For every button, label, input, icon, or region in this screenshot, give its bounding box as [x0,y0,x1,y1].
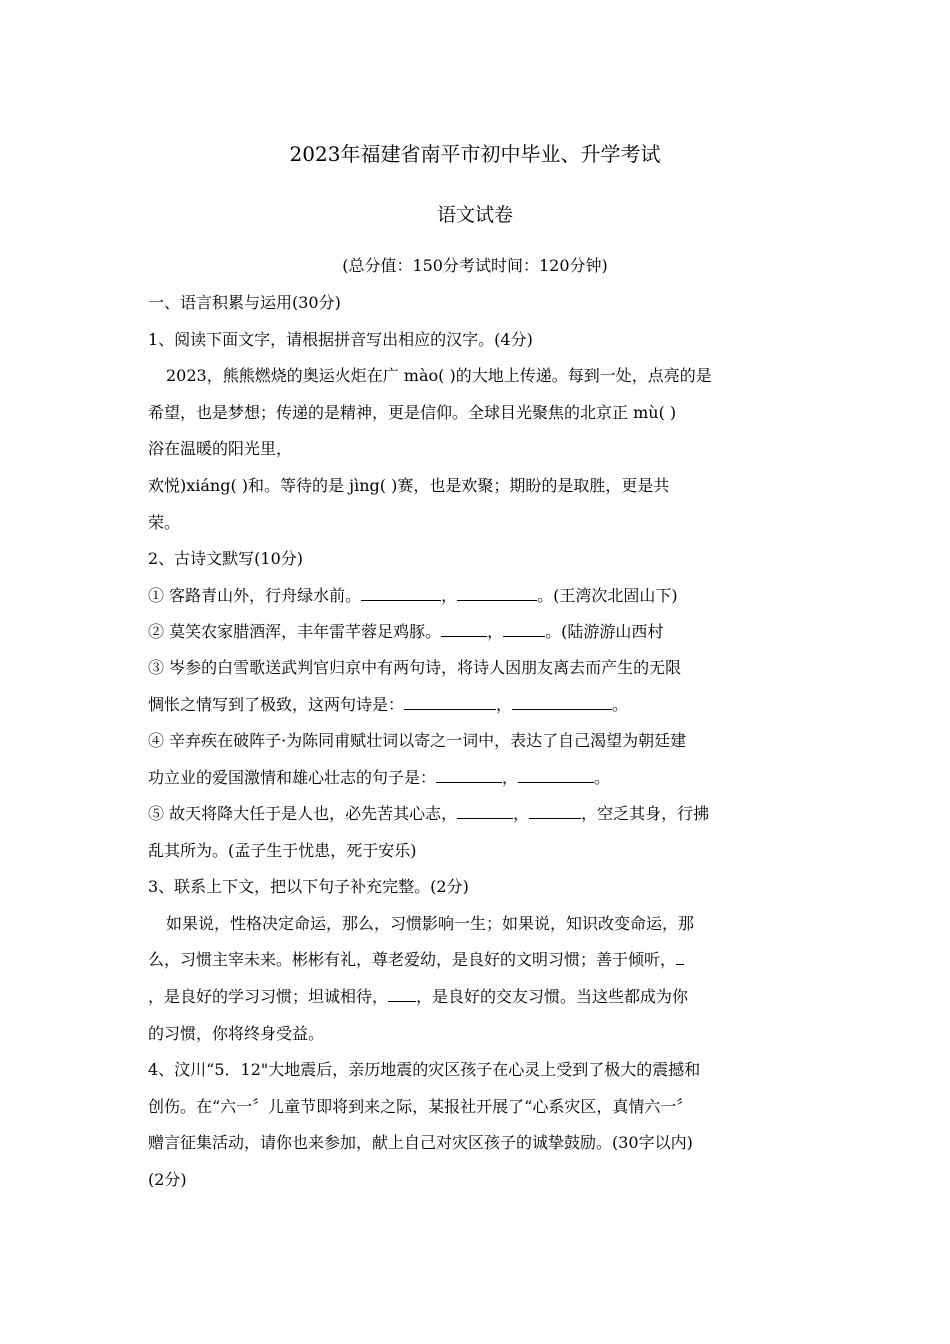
q1-line-4: 欢悦)xiáng( )和。等待的是 jìng( )赛，也是欢聚；期盼的是取胜，更是共 [148,476,670,495]
answer-blank[interactable] [404,695,496,710]
q2-item-4-sep: ， [502,768,519,787]
q4-line-3: 赠言征集活动，请你也来参加，献上自己对灾区孩子的诚挚鼓励。(30字以内) [148,1133,693,1152]
q3-line-4: 的习惯，你将终身受益。 [148,1024,325,1043]
q2-item-4-text: 功立业的爱国激情和雄心壮志的句子是： [148,768,437,787]
answer-blank[interactable] [512,695,612,710]
q2-prompt: 2、古诗文默写(10分) [148,549,304,568]
q2-item-3-line-2 [148,692,628,715]
q2-item-2-source: 。(陆游游山西村 [545,622,664,641]
q2-item-5-sep: ， [513,804,530,823]
exam-subtitle: 语文试卷 [436,204,513,226]
answer-blank[interactable] [361,586,441,601]
answer-blank[interactable] [529,804,581,819]
q3-line-2-text: 么，习惯主宰未来。彬彬有礼，尊老爱幼，是良好的文明习惯；善于倾听， [148,950,677,969]
q1-line-2: 希望，也是梦想；传递的是精神，更是信仰。全球目光聚焦的北京正 mù( ) [148,403,677,422]
q1-line-5: 荣。 [148,513,181,532]
q2-item-5-line-2: 乱其所为。(孟子生于忧患，死于安乐) [148,841,417,860]
q4-line-2: 创伤。在“六一〞儿童节即将到来之际，某报社开展了“心系灾区，真情六一〞 [148,1097,693,1116]
q3-line-3-text: ，是良好的学习习惯；坦诚相待， [148,987,389,1006]
q1-line-1: 2023，熊熊燃烧的奥运火炬在广 mào( )的大地上传递。每到一处，点亮的是 [166,366,712,385]
q2-item-2 [148,619,663,642]
q2-item-3-end: 。 [612,695,629,714]
q2-item-3-line-1: ③ 岑参的白雪歌送武判官归京中有两句诗，将诗人因朋友离去而产生的无限 [148,658,682,677]
answer-blank[interactable] [676,950,684,965]
q3-line-2 [148,947,684,970]
answer-blank[interactable] [518,768,594,783]
q1-line-3: 浴在温暖的阳光里， [148,439,293,458]
q4-line-1: 4、汶川“5．12"大地震后，亲历地震的灾区孩子在心灵上受到了极大的震撼和 [148,1060,701,1079]
answer-blank[interactable] [457,586,537,601]
q2-item-3-text: 惆怅之情写到了极致，这两句诗是： [148,695,405,714]
q2-item-2-text: ② 莫笑农家腊酒浑，丰年雷芊蓉足鸡豚。 [148,622,442,641]
answer-blank[interactable] [436,768,502,783]
answer-blank[interactable] [503,622,545,637]
section-heading: 一、语言积累与运用(30分) [148,293,341,312]
q2-item-5-cont: ，空乏其身，行拂 [581,804,710,823]
exam-title: 2023年福建省南平市初中毕业、升学考试 [289,142,661,166]
q2-item-4-line-1: ④ 辛弃疾在破阵子·为陈同甫赋壮词以寄之一词中，表达了自己渴望为朝廷建 [148,731,687,750]
q2-item-2-sep: ， [487,622,504,641]
answer-blank[interactable] [388,987,416,1002]
q3-line-3-cont: ，是良好的交友习惯。当这些都成为你 [416,987,689,1006]
answer-blank[interactable] [457,804,513,819]
q2-item-5-text: ⑤ 故天将降大任于是人也，必先苦其心志， [148,804,458,823]
q2-item-3-sep: ， [496,695,513,714]
q3-line-1: 如果说，性格决定命运，那么，习惯影响一生；如果说，知识改变命运，那 [166,914,695,933]
q2-item-4-end: 。 [594,768,611,787]
q2-item-1-sep: ， [441,586,458,605]
q1-prompt: 1、阅读下面文字，请根据拼音写出相应的汉字。(4分) [148,330,533,349]
q4-line-4: (2分) [148,1170,187,1189]
q3-line-3 [148,984,688,1007]
q2-item-1-text: ① 客路青山外，行舟绿水前。 [148,586,362,605]
q2-item-1-source: 。(王湾次北固山下) [537,586,678,605]
q2-item-1 [148,583,678,606]
q3-prompt: 3、联系上下文，把以下句子补充完整。(2分) [148,877,469,896]
exam-meta: (总分值：150分考试时间：120分钟) [342,256,608,275]
q2-item-5-line-1 [148,801,709,824]
answer-blank[interactable] [441,622,487,637]
q2-item-4-line-2 [148,765,610,788]
